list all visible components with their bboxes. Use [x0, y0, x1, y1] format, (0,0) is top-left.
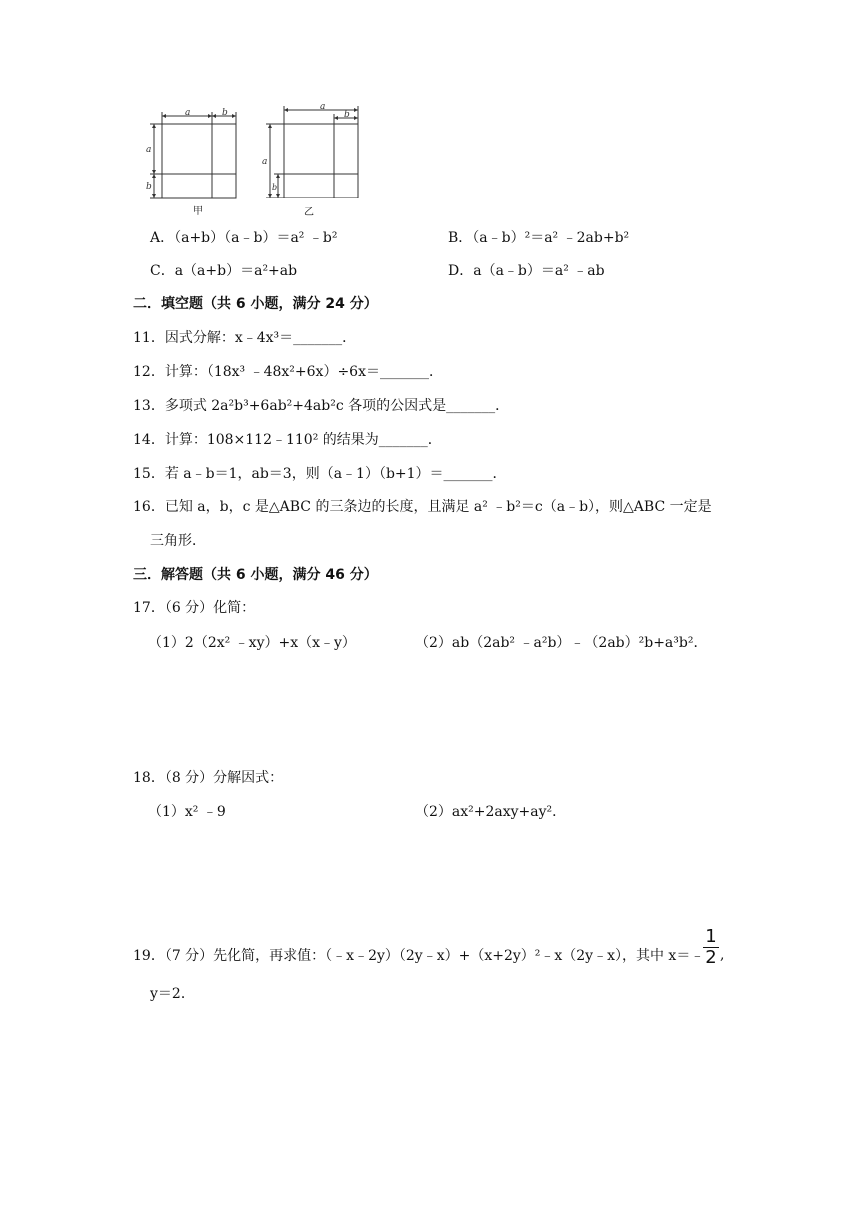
question-19-line2: y＝2．: [150, 986, 195, 1002]
fig-yi-b-side-label: b: [272, 183, 278, 192]
fraction-denominator: 2: [705, 947, 717, 968]
option-b: B．（a﹣b）²＝a² ﹣2ab+b²: [448, 230, 630, 246]
fig-yi-a-side-label: a: [262, 157, 268, 167]
question-17-part2: （2）ab（2ab² ﹣a²b）﹣（2ab）²b+a³b²．: [415, 635, 708, 651]
question-19-line1: 19．（7 分）先化简，再求值：（﹣x﹣2y）（2y﹣x）+（x+2y）²﹣x（2y﹣x），其中 x＝﹣: [133, 948, 705, 964]
option-c: C．a（a+b）＝a²+ab: [150, 263, 298, 279]
figure-jia-caption: 甲: [193, 206, 203, 217]
question-16-line2: 三角形．: [150, 533, 206, 549]
fig-jia-b-label: b: [222, 108, 228, 118]
section-solve-title: 三．解答题（共 6 小题，满分 46 分）: [133, 567, 378, 583]
question-17-stem: 17．（6 分）化简：: [133, 600, 256, 616]
fraction-numerator: 1: [705, 926, 717, 947]
fig-jia-a-label: a: [185, 108, 191, 118]
question-14: 14．计算：108×112﹣110² 的结果为_______．: [133, 432, 442, 448]
figure-jia: [140, 108, 250, 208]
section-fill-in-title: 二．填空题（共 6 小题，满分 24 分）: [133, 296, 378, 312]
question-19-comma: ,: [720, 947, 725, 963]
question-15: 15．若 a﹣b＝1，ab＝3，则（a﹣1）（b+1）＝_______．: [133, 466, 507, 482]
question-13: 13．多项式 2a²b³+6ab²+4ab²c 各项的公因式是_______．: [133, 398, 510, 414]
question-11: 11．因式分解：x﹣4x³＝_______．: [133, 330, 357, 346]
question-18-part1: （1）x² ﹣9: [148, 804, 226, 820]
option-a: A．（a+b）（a﹣b）＝a² ﹣b²: [150, 230, 338, 246]
figure-yi: [258, 98, 368, 198]
question-18-part2: （2）ax²+2axy+ay²．: [415, 804, 567, 820]
fig-yi-a-label: a: [320, 102, 326, 112]
question-18-stem: 18．（8 分）分解因式：: [133, 770, 284, 786]
option-d: D．a（a﹣b）＝a² ﹣ab: [448, 263, 605, 279]
question-16-line1: 16．已知 a，b，c 是△ABC 的三条边的长度，且满足 a² ﹣b²＝c（a﹣b），则△ABC 一定是: [133, 499, 712, 515]
question-19-fraction: [703, 928, 719, 967]
question-17-part1: （1）2（2x² ﹣xy）+x（x﹣y）: [148, 635, 356, 651]
question-12: 12．计算：（18x³ ﹣48x²+6x）÷6x＝_______．: [133, 364, 443, 380]
fig-yi-b-label: b: [344, 110, 350, 120]
fig-jia-a-side-label: a: [146, 145, 152, 155]
figure-yi-caption: 乙: [304, 207, 314, 218]
fig-jia-b-side-label: b: [146, 182, 152, 192]
